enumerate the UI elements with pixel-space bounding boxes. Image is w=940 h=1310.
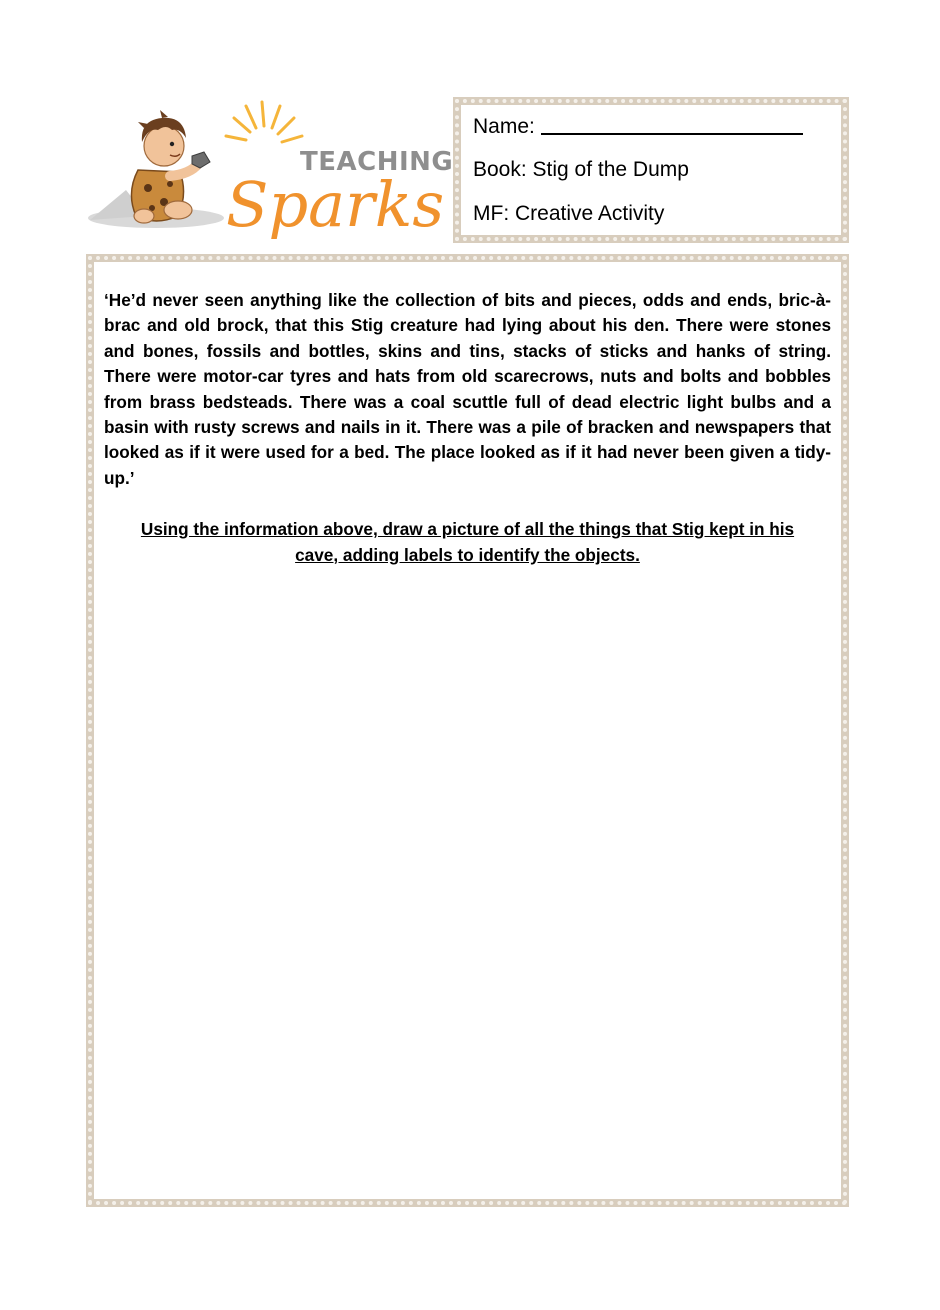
name-blank-line[interactable] [541,115,803,135]
activity-box [86,254,849,1207]
student-info-box [453,97,849,243]
book-title: Book: Stig of the Dump [473,158,689,181]
name-field-line [473,115,827,137]
name-label: Name: [473,115,535,138]
activity-instruction: Using the information above, draw a picture of all the things that Stig kept in his cave, adding labels to identify the objects. [140,519,795,565]
logo-sparks-text: Sparks [226,168,445,241]
story-passage: ‘He’d never seen anything like the collection of bits and pieces, odds and ends, bric-à-brac and old brock, that this Stig creature had lying about his den. There were stones and bones, fossils and bottles, skins and tins, stacks of sticks and hanks of string. There were motor-car tyres and hats from old scarecrows, nuts and bolts and bobbles from brass bedsteads. There was a coal scuttle full of dead electric light bulbs and a basin with rusty screws and nails in it. There was a pile of bracken and newspapers that looked as if it were used for a bed. The place looked as if it had never been given a tidy-up.’ [104,290,831,488]
drawing-area[interactable] [104,578,831,1198]
teaching-sparks-logo [86,98,454,243]
sun-rays-icon [226,102,302,142]
logo-teaching-text: TEACHING [300,147,454,177]
mf-activity: MF: Creative Activity [473,202,665,225]
caveman-mascot-icon [88,110,224,228]
